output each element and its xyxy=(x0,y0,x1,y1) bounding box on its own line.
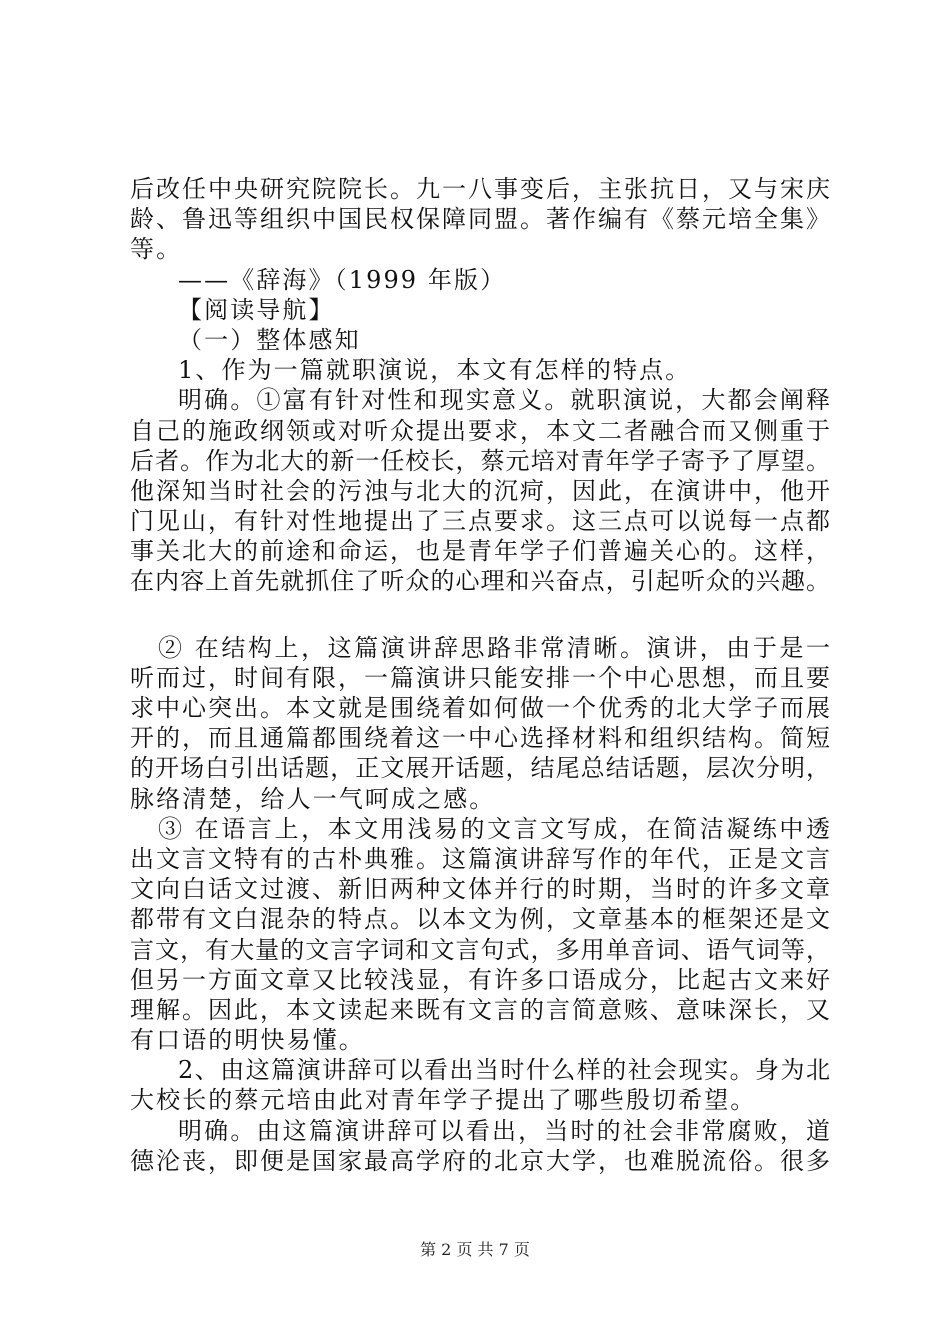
paragraph-line: 自己的施政纲领或对听众提出要求，本文二者融合而又侧重于 xyxy=(130,416,830,445)
question-line: 2、由这篇演讲辞可以看出当时什么样的社会现实。身为北 xyxy=(178,1056,830,1085)
paragraph-line: ② 在结构上，这篇演讲辞思路非常清晰。演讲，由于是一 xyxy=(158,633,830,662)
section-heading: 【阅读导航】 xyxy=(178,295,335,324)
paragraph-line: 的开场白引出话题，正文展开话题，结尾总结话题，层次分明， xyxy=(130,754,830,783)
question-line: 大校长的蔡元培由此对青年学子提出了哪些殷切希望。 xyxy=(130,1086,757,1115)
paragraph-line: 脉络清楚，给人一气呵成之感。 xyxy=(130,784,496,813)
paragraph-line: 听而过，时间有限，一篇演讲只能安排一个中心思想，而且要 xyxy=(130,663,830,692)
subsection-heading: （一）整体感知 xyxy=(178,325,361,354)
paragraph-line: 德沦丧，即便是国家最高学府的北京大学，也难脱流俗。很多 xyxy=(130,1146,830,1175)
paragraph-line: 等。 xyxy=(130,235,183,264)
paragraph-line: 都带有文白混杂的特点。以本文为例，文章基本的框架还是文 xyxy=(130,905,830,934)
paragraph-gap xyxy=(130,597,830,633)
paragraph-line: 门见山，有针对性地提出了三点要求。这三点可以说每一点都 xyxy=(130,507,830,536)
paragraph-line: 出文言文特有的古朴典雅。这篇演讲辞写作的年代，正是文言 xyxy=(130,844,830,873)
paragraph-line: 明确。由这篇演讲辞可以看出，当时的社会非常腐败，道 xyxy=(178,1116,830,1145)
paragraph-line: 龄、鲁迅等组织中国民权保障同盟。著作编有《蔡元培全集》 xyxy=(130,205,830,234)
paragraph-line: 但另一方面文章又比较浅显，有许多口语成分，比起古文来好 xyxy=(130,965,830,994)
paragraph-line: 理解。因此，本文读起来既有文言的言简意赅、意味深长，又 xyxy=(130,995,830,1024)
paragraph-line: 事关北大的前途和命运，也是青年学子们普遍关心的。这样， xyxy=(130,537,830,566)
source-citation: ——《辞海》（1999 年版） xyxy=(178,265,507,294)
paragraph-line: 有口语的明快易懂。 xyxy=(130,1026,365,1055)
paragraph-line: 言文，有大量的文言字词和文言句式，多用单音词、语气词等， xyxy=(130,935,830,964)
page-number-footer: 第 2 页 共 7 页 xyxy=(420,1240,530,1259)
paragraph-line: 开的，而且通篇都围绕着这一中心选择材料和组织结构。简短 xyxy=(130,724,830,753)
paragraph-line: 文向白话文过渡、新旧两种文体并行的时期，当时的许多文章 xyxy=(130,875,830,904)
paragraph-line: 后改任中央研究院院长。九一八事变后，主张抗日，又与宋庆 xyxy=(130,175,830,203)
paragraph-line: 明确。①富有针对性和现实意义。就职演说，大都会阐释 xyxy=(178,386,830,415)
paragraph-line: 后者。作为北大的新一任校长，蔡元培对青年学子寄予了厚望。 xyxy=(130,446,830,475)
paragraph-line: 求中心突出。本文就是围绕着如何做一个优秀的北大学子而展 xyxy=(130,694,830,722)
paragraph-line: ③ 在语言上，本文用浅易的文言文写成，在简洁凝练中透 xyxy=(158,814,830,843)
paragraph-line: 在内容上首先就抓住了听众的心理和兴奋点，引起听众的兴趣。 xyxy=(130,567,830,596)
paragraph-line: 他深知当时社会的污浊与北大的沉疴，因此，在演讲中，他开 xyxy=(130,476,830,505)
document-body xyxy=(130,174,830,1176)
question-line: 1、作为一篇就职演说，本文有怎样的特点。 xyxy=(178,356,692,385)
